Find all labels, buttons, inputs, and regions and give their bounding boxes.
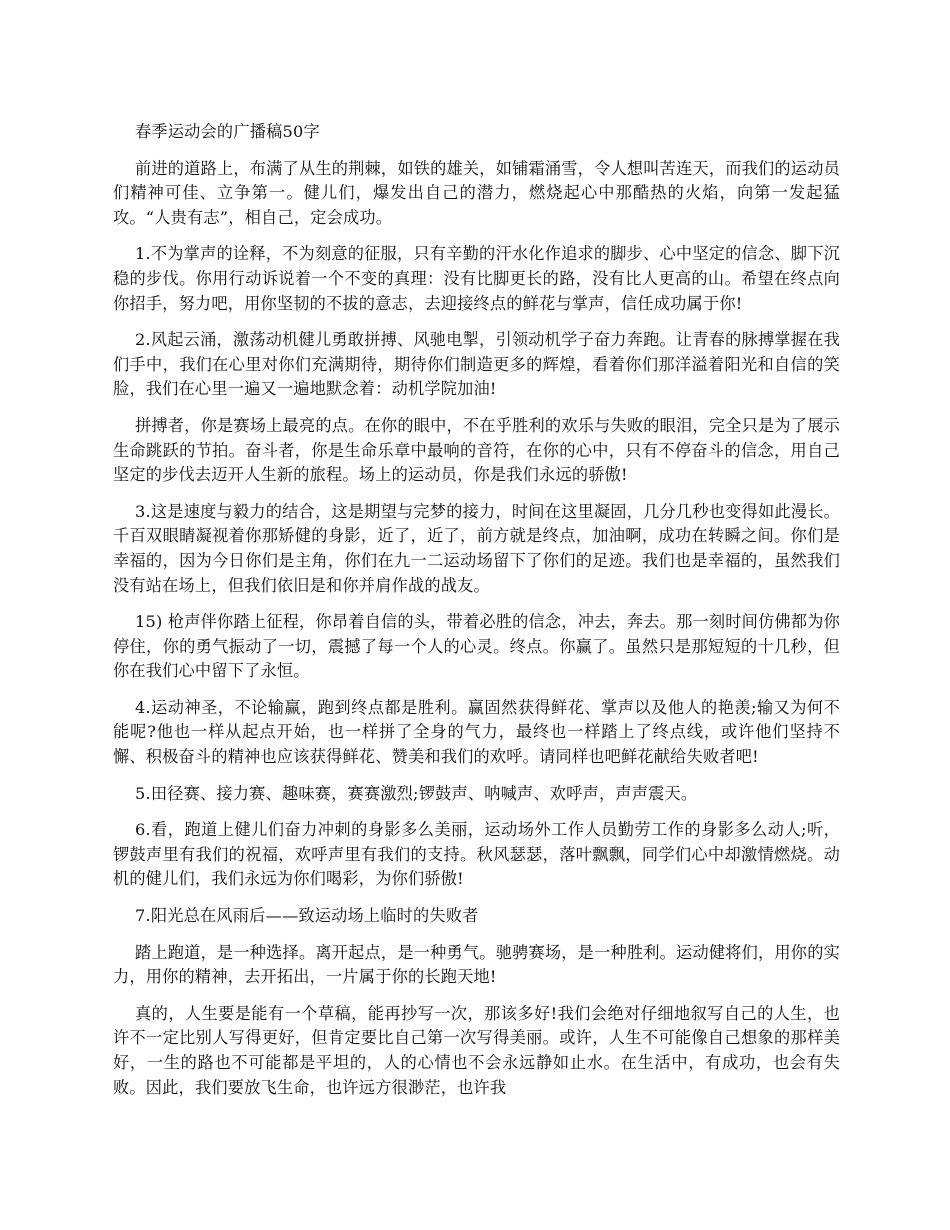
paragraph-6: 6.看，跑道上健儿们奋力冲刺的身影多么美丽，运动场外工作人员勤劳工作的身影多么动人;听，锣鼓声里有我们的祝福，欢呼声里有我们的支持。秋风瑟瑟，落叶飘飘，同学们心中却激情燃烧。动机的健儿们，我们永远为你们喝彩，为你们骄傲! (113, 820, 840, 889)
document-page (113, 120, 840, 1100)
document-title: 春季运动会的广播稿50字 (135, 122, 320, 141)
paragraph-fighter: 拼搏者，你是赛场上最亮的点。在你的眼中，不在乎胜利的欢乐与失败的眼泪，完全只是为了展示生命跳跃的节拍。奋斗者，你是生命乐章中最响的音符，在你的心中，只有不停奋斗的信念，用自己坚定的步伐去迈开人生新的旅程。场上的运动员，你是我们永远的骄傲! (113, 415, 840, 485)
paragraph-7-heading: 7.阳光总在风雨后——致运动场上临时的失败者 (135, 906, 479, 926)
paragraph-intro: 前进的道路上，布满了从生的荆棘，如铁的雄关，如铺霜涌雪，令人想叫苦连天，而我们的运动员们精神可佳、立争第一。健儿们，爆发出自己的潜力，燃烧起心中那酷热的火焰，向第一发起猛攻。“人贵有志”，相自己，定会成功。 (113, 158, 840, 227)
paragraph-3: 3.这是速度与毅力的结合，这是期望与完梦的接力，时间在这里凝固，几分几秒也变得如此漫长。千百双眼睛凝视着你那矫健的身影，近了，近了，前方就是终点，加油啊，成功在转瞬之间。你们是幸福的，因为今日你们是主角，你们在九一二运动场留下了你们的足迹。我们也是幸福的，虽然我们没有站在场上，但我们依旧是和你并肩作战的战友。 (113, 501, 840, 595)
paragraph-draft: 真的，人生要是能有一个草稿，能再抄写一次，那该多好!我们会绝对仔细地叙写自己的人生，也许不一定比别人写得更好，但肯定要比自己第一次写得美丽。或许，人生不可能像自己想象的那样美好，一生的路也不可能都是平坦的，人的心情也不会永远静如止水。在生活中，有成功，也会有失败。因此，我们要放飞生命，也许远方很渺茫，也许我 (113, 1003, 840, 1097)
paragraph-2: 2.风起云涌，激荡动机健儿勇敢拼搏、风驰电掣，引领动机学子奋力奔跑。让青春的脉搏掌握在我们手中，我们在心里对你们充满期待，期待你们制造更多的辉煌，看着你们那洋溢着阳光和自信的笑脸，我们在心里一遍又一遍地默念着：动机学院加油! (113, 330, 840, 399)
paragraph-track: 踏上跑道，是一种选择。离开起点，是一种勇气。驰骋赛场，是一种胜利。运动健将们，用你的实力，用你的精神，去开拓出，一片属于你的长跑天地! (113, 942, 840, 987)
paragraph-5: 5.田径赛、接力赛、趣味赛，赛赛激烈;锣鼓声、呐喊声、欢呼声，声声震天。 (135, 783, 698, 803)
paragraph-4: 4.运动神圣，不论输赢，跑到终点都是胜利。赢固然获得鲜花、掌声以及他人的艳羡;输又为何不能呢?他也一样从起点开始，也一样拼了全身的气力，最终也一样踏上了终点线，或许他们坚持不懈、积极奋斗的精神也应该获得鲜花、赞美和我们的欢呼。请同样也吧鲜花献给失败者吧! (113, 697, 840, 767)
paragraph-15: 15) 枪声伴你踏上征程，你昂着自信的头，带着必胜的信念，冲去，奔去。那一刻时间仿佛都为你停住，你的勇气振动了一切，震撼了每一个人的心灵。终点。你赢了。虽然只是那短短的十几秒，但你在我们心中留下了永恒。 (113, 612, 840, 681)
paragraph-1: 1.不为掌声的诠释，不为刻意的征服，只有辛勤的汗水化作追求的脚步、心中坚定的信念、脚下沉稳的步伐。你用行动诉说着一个不变的真理：没有比脚更长的路，没有比人更高的山。希望在终点向你招手，努力吧，用你坚韧的不拔的意志，去迎接终点的鲜花与掌声，信任成功属于你! (113, 244, 840, 313)
